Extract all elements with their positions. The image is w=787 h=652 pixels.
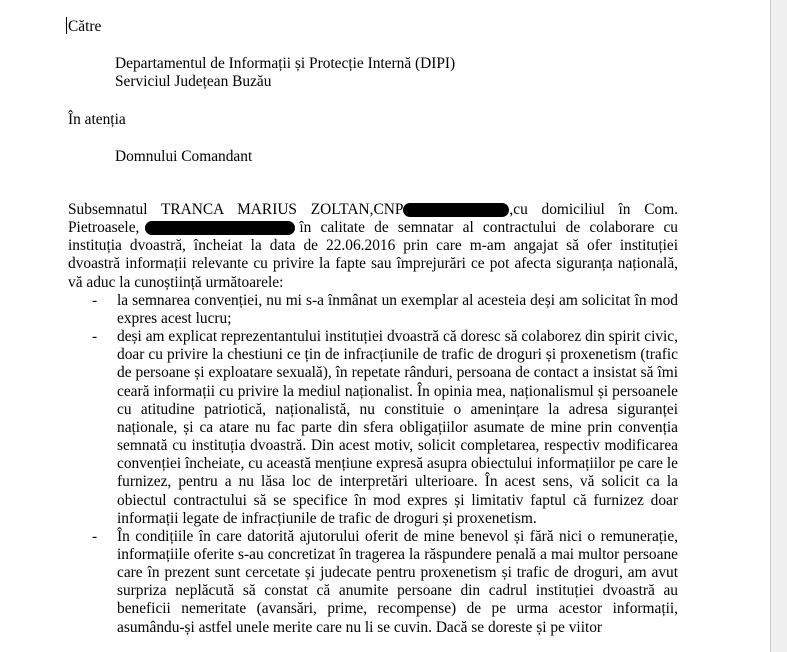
bullet-dash: -	[92, 328, 98, 346]
bullet-text: deși am explicat reprezentantului instituției dvoastră că doresc să colaborez din spirit civic, doar cu privire la chestiuni ce țin de infracțiunile de trafic de droguri și proxenetism (trafic de persoane și exploatare sexuală), în repetate rânduri, persoana de contact a insistat să îmi ceară informații cu privire la mediul naționalist. În opinia mea, naționalismul și persoanele cu atitudine patriotică, naționalistă, nu constituie o amenințare la adresa siguranței naționale, și ca atare nu fac parte din sfera obligațiilor asumate de mine prin convenția semnată cu instituția dvoastră. Din acest motiv, solicit completarea, respectiv modificarea convenției încheiate, cu această mențiune expresă asupra obiectului informațiilor pe care le furnizez, pentru a nu lăsa loc de interpretări ulterioare. În acest sens, vă solicit ca la obiectul contractului să se specifice în mod expres și limitativ faptul că furnizez doar informații legate de infracțiunile de trafic de droguri și proxenetism.	[117, 328, 678, 527]
attention-line	[68, 111, 126, 129]
intro-text-3: în calitate de semnatar al contractului de colaborare cu instituția dvoastră, încheiat la data de 22.06.2016 prin care m-am angajat să ofer instituției dvoastră informații relevante cu privire la fapte sau împrejurări ce pot afecta siguranța națională, vă aduc la cunoștiință următoarele:	[68, 219, 678, 291]
text-cursor	[66, 17, 67, 34]
bullet-text: la semnarea convenției, nu mi s-a înmânat un exemplar al acesteia deși am solicitat în mod expres acest lucru;	[117, 291, 678, 327]
list-item	[68, 328, 678, 528]
intro-paragraph	[68, 201, 678, 292]
bullet-text: În condițiile în care datorită ajutorului oferit de mine benevol și fără nici o remunerație, informațiile oferite s-au concretizat în tragerea la răspundere penală a mai multor persoane care în prezent sunt cercetate și judecate pentru proxenetism și trafic de droguri, am avut surpriza neplăcută să constat că anumite persoane din cadrul instituției dvoastră au beneficii nemeritate (avansări, prime, recompense) de pe urma acestor informații, asumându-și astfel unele merite care nu li se cuvin. Dacă se doreste și pe viitor	[117, 527, 678, 636]
addressee-line	[115, 148, 252, 166]
redaction-address	[145, 221, 295, 235]
list-item	[68, 528, 678, 637]
bullet-dash: -	[92, 291, 98, 309]
intro-text-1: Subsemnatul TRANCA MARIUS ZOLTAN,CNP	[68, 201, 404, 218]
to-label: Către	[68, 18, 102, 35]
attention-label: În atenția	[68, 111, 126, 128]
addressee: Domnului Comandant	[115, 148, 253, 165]
letter-body	[68, 201, 678, 637]
recipient-service: Serviciul Județean Buzău	[115, 73, 272, 90]
bullet-list	[68, 292, 678, 637]
bullet-dash: -	[92, 527, 98, 545]
recipient-department: Departamentul de Informații și Protecție Internă (DIPI)	[115, 55, 456, 72]
recipient-line-1	[115, 55, 455, 73]
window-right-border	[770, 0, 787, 652]
list-item	[68, 292, 678, 328]
recipient-line-2	[115, 73, 271, 91]
intro-text-2: ,cu domiciliul în Com. Pietroasele,	[68, 201, 679, 237]
to-line	[66, 17, 101, 36]
redaction-cnp	[403, 203, 509, 217]
